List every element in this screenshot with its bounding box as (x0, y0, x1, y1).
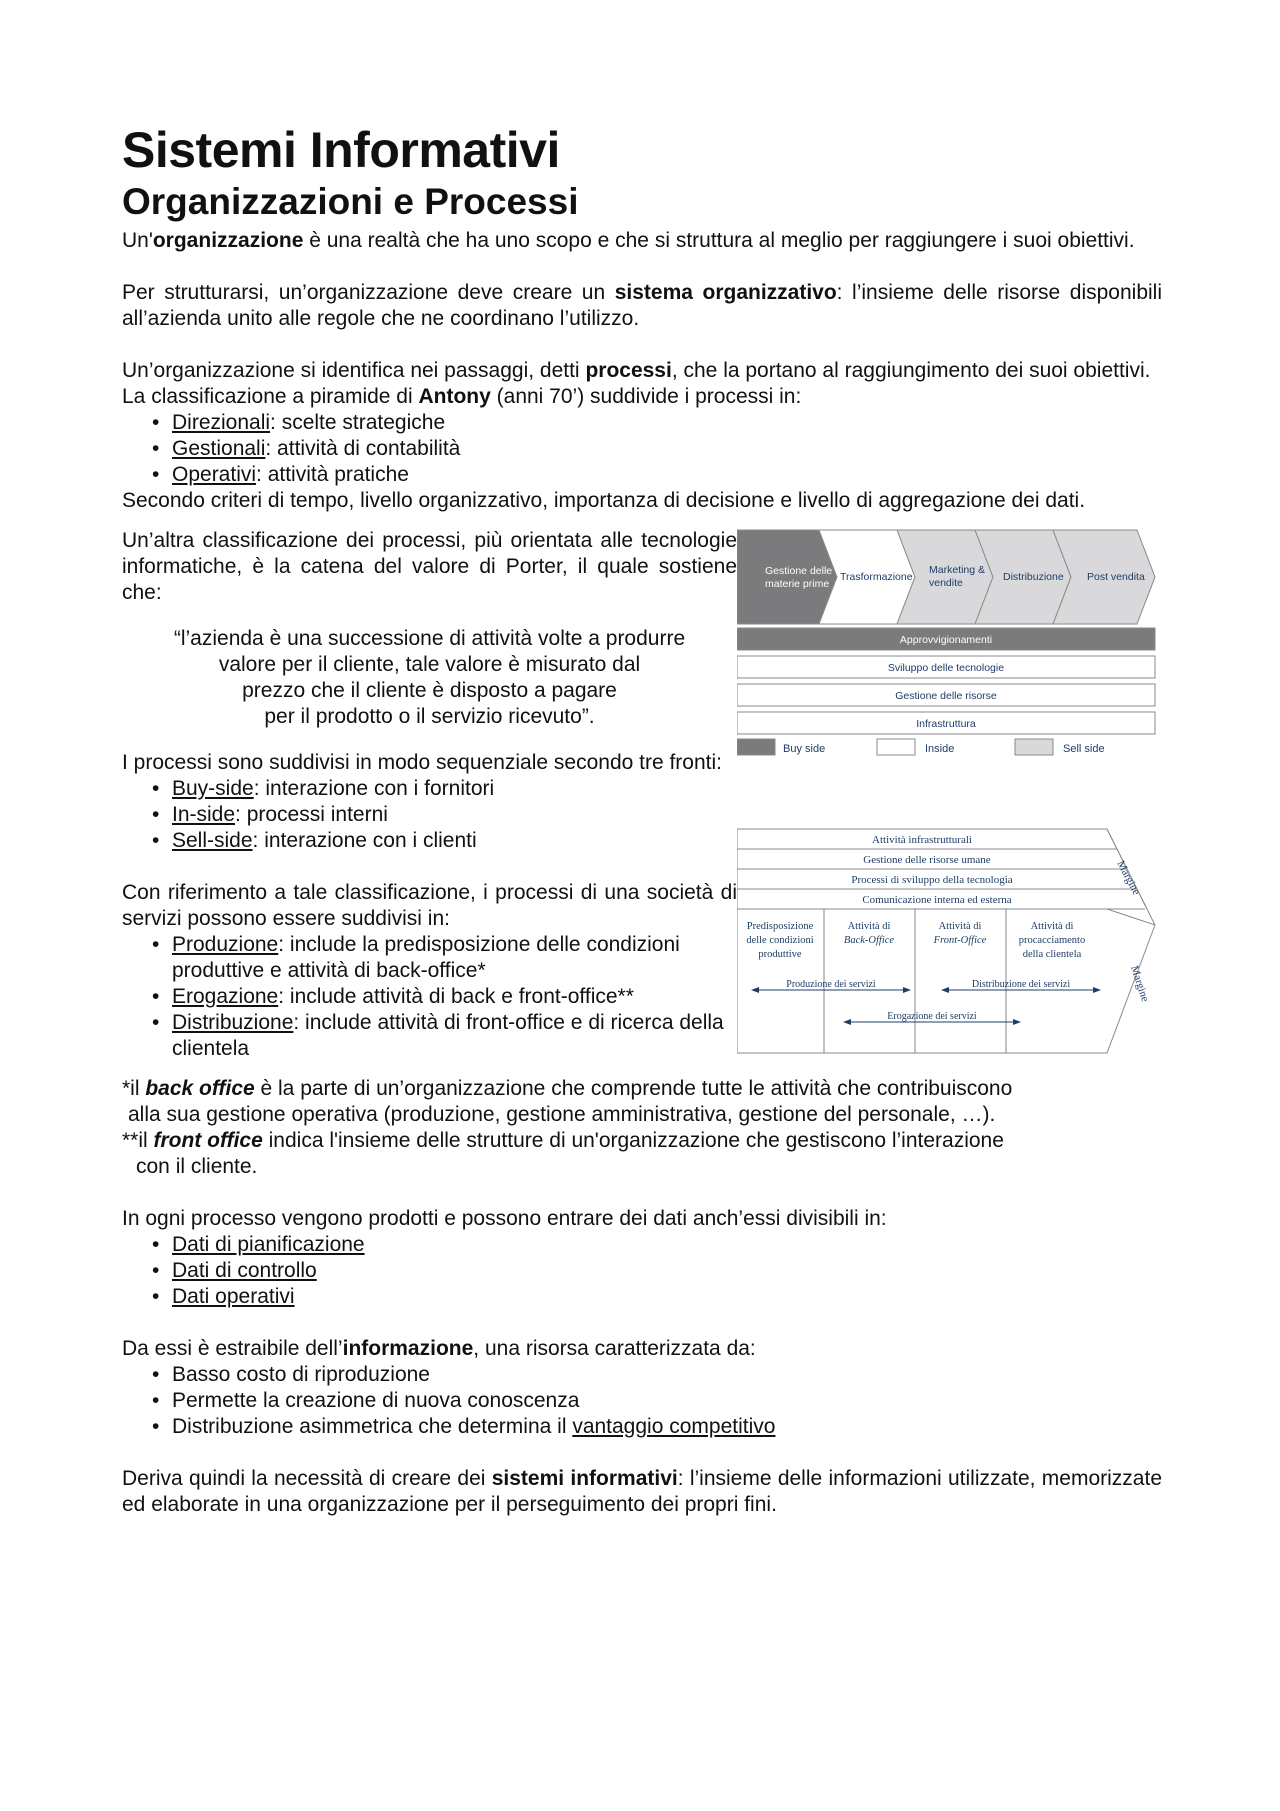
chevron-label: Distribuzione (1003, 571, 1064, 583)
col-label: delle condizioni (746, 935, 814, 946)
col-label: Attività di (847, 921, 891, 932)
legend-label: Sell side (1063, 743, 1105, 755)
footnote-front-office: **il front office indica l'insieme delle strutture di un'organizzazione che gestiscono l’interazione (122, 1129, 1004, 1152)
list-item: • Dati di controllo (152, 1258, 1162, 1284)
footnote-back-office: *il back office è la parte di un’organizzazione che comprende tutte le attività che contribuiscono (122, 1077, 1013, 1100)
support-label: Attività infrastrutturali (872, 834, 972, 846)
list-item: • Dati operativi (152, 1284, 1162, 1310)
legend-label: Inside (925, 743, 955, 755)
col-label: della clientela (1022, 949, 1082, 960)
paragraph-sistemi-informativi: Deriva quindi la necessità di creare dei sistemi informativi: l’insieme delle informazioni utilizzate, memorizzate ed elaborate in una organizzazione per il perseguimento dei propri fini. (122, 1467, 1162, 1516)
support-label: Gestione delle risorse umane (863, 854, 991, 866)
paragraph-sistema-organizzativo: Per strutturarsi, un’organizzazione deve creare un sistema organizzativo: l’insieme delle risorse disponibili all’azienda unito alle regole che ne coordinano l’utilizzo. (122, 281, 1163, 330)
arrow-label: Erogazione dei servizi (887, 1011, 977, 1022)
legend-swatch-buy (737, 739, 775, 755)
list-item: • Direzionali: scelte strategiche (152, 410, 1162, 436)
antony-list (122, 410, 1162, 488)
paragraph-informazione: Da essi è estraibile dell’informazione, una risorsa caratterizzata da: (122, 1337, 756, 1360)
bar-label: Gestione delle risorse (895, 690, 997, 702)
list-item: • Buy-side: interazione con i fornitori (152, 776, 737, 802)
services-list (122, 932, 737, 1062)
document-page (122, 120, 1162, 1518)
list-item: • Permette la creazione di nuova conoscenza (152, 1388, 1162, 1414)
porter-value-chain-diagram (737, 528, 1162, 758)
paragraph-processi: Un’organizzazione si identifica nei passaggi, detti processi, che la portano al raggiungimento dei suoi obiettivi. (122, 359, 1151, 382)
chevron-label: Marketing & (929, 564, 986, 576)
section-title: Organizzazioni e Processi (122, 181, 579, 222)
list-item: • In-side: processi interni (152, 802, 737, 828)
list-item: • Dati di pianificazione (152, 1232, 1162, 1258)
list-item: • Sell-side: interazione con i clienti (152, 828, 737, 854)
paragraph-porter: Un’altra classificazione dei processi, più orientata alle tecnologie informatiche, è la catena del valore di Porter, il quale sostiene che: (122, 529, 737, 604)
bar-label: Sviluppo delle tecnologie (887, 662, 1005, 674)
col-label: Attività di (938, 921, 982, 932)
data-list (122, 1232, 1162, 1310)
legend-swatch-sell (1015, 739, 1053, 755)
legend-swatch-inside (877, 739, 915, 755)
footnotes (122, 1076, 1162, 1180)
footnote-front-office-cont: con il cliente. (136, 1155, 258, 1178)
col-label: Predisposizione (746, 921, 814, 932)
chevron-label: Trasformazione (840, 571, 913, 583)
arrow-label: Produzione dei servizi (786, 979, 876, 990)
list-item: • Distribuzione asimmetrica che determina il vantaggio competitivo (152, 1414, 1162, 1440)
paragraph-fronti: I processi sono suddivisi in modo sequenziale secondo tre fronti: (122, 751, 722, 774)
service-value-chain-diagram (737, 827, 1162, 1057)
col-label: procacciamento (1018, 935, 1086, 946)
support-label: Comunicazione interna ed esterna (862, 894, 1012, 906)
list-item: • Produzione: include la predisposizione delle condizioni produttive e attività di back-office* (152, 932, 737, 984)
paragraph-servizi: Con riferimento a tale classificazione, i processi di una società di servizi possono essere suddivisi in: (122, 881, 737, 930)
col-label: Back-Office (843, 935, 895, 946)
paragraph-criteri: Secondo criteri di tempo, livello organizzativo, importanza di decisione e livello di aggregazione dei dati. (122, 489, 1086, 512)
col-label: Front-Office (933, 935, 987, 946)
paragraph-antony: La classificazione a piramide di Antony (anni 70’) suddivide i processi in: (122, 385, 802, 408)
porter-quote: “l’azienda è una successione di attività volte a produrre valore per il cliente, tale valore è misurato dal prezzo che il cliente è disposto a pagare per il prodotto o il servizio ricevuto”. (173, 627, 686, 728)
col-label: produttive (758, 949, 802, 960)
paragraph-organizzazione: Un'organizzazione è una realtà che ha uno scopo e che si struttura al meglio per raggiungere i suoi obiettivi. (122, 229, 1135, 252)
info-list (122, 1362, 1162, 1440)
bar-label: Infrastruttura (916, 718, 976, 730)
list-item: • Gestionali: attività di contabilità (152, 436, 1162, 462)
list-item: • Operativi: attività pratiche (152, 462, 1162, 488)
list-item: • Distribuzione: include attività di front-office e di ricerca della clientela (152, 1010, 737, 1062)
list-item: • Erogazione: include attività di back e front-office** (152, 984, 737, 1010)
chevron-label: Gestione delle (765, 565, 833, 577)
fronts-list (122, 776, 737, 854)
chevron-label: materie prime (765, 578, 830, 590)
arrow-label: Distribuzione dei servizi (971, 979, 1071, 990)
chevron-label: Post vendita (1087, 571, 1145, 583)
support-label: Processi di sviluppo della tecnologia (851, 874, 1013, 886)
col-label: Attività di (1030, 921, 1074, 932)
paragraph-dati: In ogni processo vengono prodotti e possono entrare dei dati anch’essi divisibili in: (122, 1207, 887, 1230)
legend-label: Buy side (783, 743, 826, 755)
chevron-gestione-materie (737, 530, 837, 624)
list-item: • Basso costo di riproduzione (152, 1362, 1162, 1388)
footnote-back-office-cont: alla sua gestione operativa (produzione, gestione amministrativa, gestione del personale, …). (128, 1103, 996, 1126)
margin-label: Margine (1114, 858, 1143, 898)
margin-label: Margine (1128, 964, 1152, 1004)
chevron-label: vendite (929, 577, 963, 589)
page-title: Sistemi Informativi (122, 122, 560, 178)
bar-label: Approvvigionamenti (899, 634, 993, 646)
